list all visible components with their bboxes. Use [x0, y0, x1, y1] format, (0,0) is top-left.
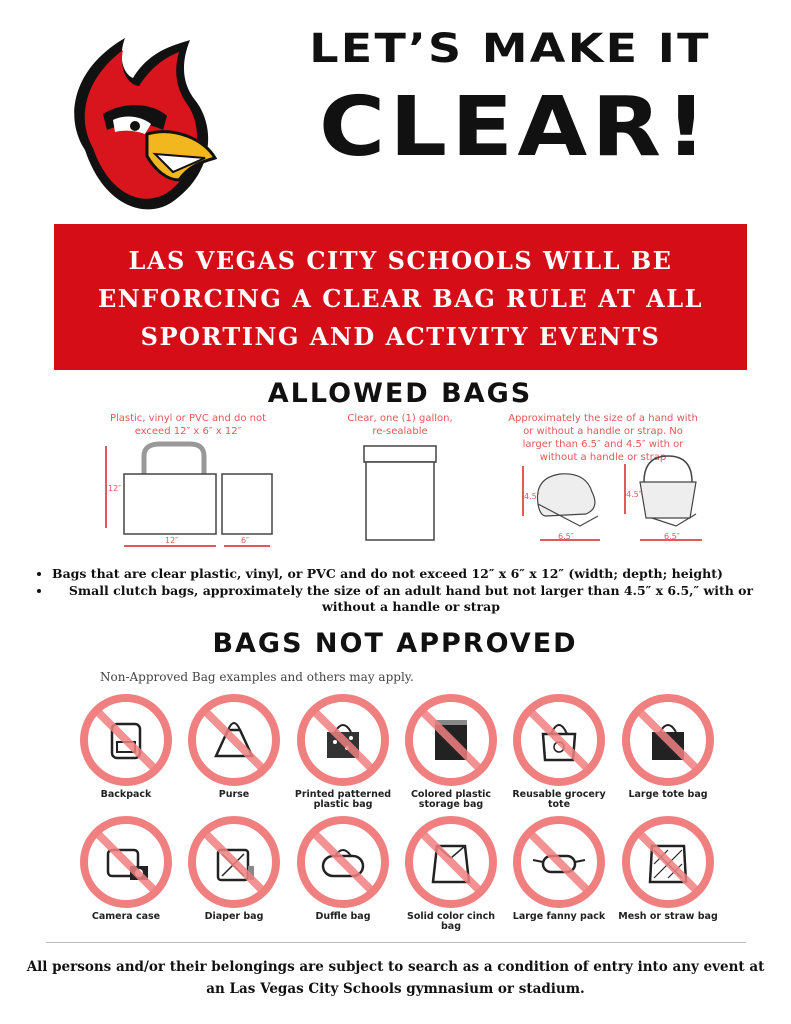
- cinch-bag-icon: [403, 814, 499, 910]
- non-approved-note: Non-Approved Bag examples and others may apply.: [100, 670, 414, 684]
- prohibited-item-label: Printed patterned plastic bag: [294, 789, 392, 810]
- allowed-caption-clutch: Approximately the size of a hand with or without a handle or strap. No larger than 6.5″ and 4.5″ with or without a handle or strap: [508, 413, 698, 463]
- headline-line-1: LET’S MAKE IT: [309, 26, 711, 72]
- prohibited-item-label: Large tote bag: [628, 789, 708, 800]
- prohibited-item-camera-case: [72, 814, 180, 922]
- clear-tote-bag-drawing: [100, 438, 280, 550]
- prohibited-item-label: Duffle bag: [315, 911, 371, 922]
- camera-case-icon: [78, 814, 174, 910]
- prohibited-item-label: Solid color cinch bag: [407, 911, 495, 932]
- prohibited-item-mesh-or-straw-bag: [614, 814, 722, 922]
- prohibited-item-label: Backpack: [100, 789, 152, 800]
- dim-clutch1-width: 6.5″: [558, 532, 574, 541]
- allowed-bags-heading: ALLOWED BAGS: [267, 378, 533, 409]
- prohibited-item-colored-plastic-storage-bag: [397, 692, 505, 810]
- allowed-caption-gallon-bag: Clear, one (1) gallon, re-sealable: [347, 413, 453, 437]
- dim-clutch2-width: 6.5″: [664, 532, 680, 541]
- prohibited-item-duffle-bag: [289, 814, 397, 922]
- prohibited-item-printed-patterned-plastic-bag: [289, 692, 397, 810]
- dim-depth-6: 6″: [241, 536, 250, 545]
- gallon-bag-drawing: [360, 444, 440, 544]
- prohibited-item-label: Diaper bag: [204, 911, 264, 922]
- prohibited-item-reusable-grocery-tote: [505, 692, 613, 810]
- footer-divider: [46, 942, 746, 943]
- purse-icon: [186, 692, 282, 788]
- dim-clutch1-height: 4.5″: [524, 492, 540, 501]
- backpack-icon: [78, 692, 174, 788]
- prohibited-item-purse: [180, 692, 288, 800]
- dim-clutch2-height: 4.5″: [626, 490, 642, 499]
- prohibited-item-label: Purse: [218, 789, 250, 800]
- prohibited-item-solid-color-cinch-bag: [397, 814, 505, 932]
- prohibited-item-diaper-bag: [180, 814, 288, 922]
- storage-bag-icon: [403, 692, 499, 788]
- duffle-bag-icon: [295, 814, 391, 910]
- announcement-banner: [54, 224, 747, 370]
- prohibited-item-label: Camera case: [91, 911, 161, 922]
- patterned-bag-icon: [295, 692, 391, 788]
- search-policy-footer: All persons and/or their belongings are subject to search as a condition of entry into any event at an Las Vegas City Schools gymnasium or stadium.: [26, 959, 765, 997]
- rule-clear-bags: • Bags that are clear plastic, vinyl, or PVC and do not exceed 12″ x 6″ x 12″ (width; depth; height): [52, 566, 770, 582]
- cardinal-mascot-logo: [55, 30, 225, 220]
- prohibited-item-label: Large fanny pack: [512, 911, 606, 922]
- not-approved-heading: BAGS NOT APPROVED: [212, 628, 578, 659]
- prohibited-item-label: Mesh or straw bag: [618, 911, 718, 922]
- diaper-bag-icon: [186, 814, 282, 910]
- prohibited-item-large-tote-bag: [614, 692, 722, 800]
- prohibited-item-label: Reusable grocery tote: [512, 789, 606, 810]
- allowed-rules-list: [30, 566, 770, 616]
- mesh-bag-icon: [620, 814, 716, 910]
- allowed-caption-clear-bag: Plastic, vinyl or PVC and do not exceed 12″ x 6″ x 12″: [109, 413, 267, 437]
- fanny-pack-icon: [511, 814, 607, 910]
- rule-clutch-bags: • Small clutch bags, approximately the size of an adult hand but not larger than 4.5″ x 6.5,″ with or without a handle or strap: [52, 583, 770, 615]
- headline-line-2: CLEAR!: [318, 80, 712, 175]
- dim-height-12: 12″: [108, 484, 122, 493]
- dim-width-12: 12″: [165, 536, 179, 545]
- tote-bag-icon: [620, 692, 716, 788]
- banner-text: LAS VEGAS CITY SCHOOLS WILL BE ENFORCING A CLEAR BAG RULE AT ALL SPORTING AND ACTIVITY EVENTS: [98, 246, 703, 351]
- prohibited-item-large-fanny-pack: [505, 814, 613, 922]
- prohibited-item-label: Colored plastic storage bag: [410, 789, 492, 810]
- grocery-tote-icon: [511, 692, 607, 788]
- prohibited-item-backpack: [72, 692, 180, 800]
